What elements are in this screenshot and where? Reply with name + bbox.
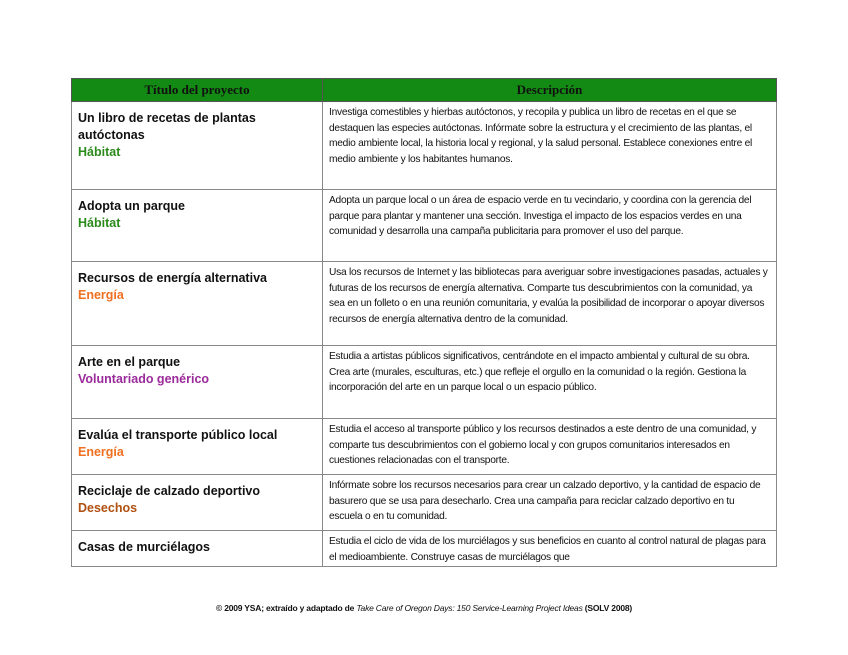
table-header-row	[72, 79, 777, 102]
project-category: Voluntariado genérico	[78, 372, 210, 386]
project-title: Recursos de energía alternativa	[78, 271, 267, 285]
project-title: Reciclaje de calzado deportivo	[78, 484, 261, 498]
project-title-cell	[72, 262, 323, 346]
table-row	[72, 531, 777, 567]
table-row	[72, 262, 777, 346]
project-title-cell	[72, 102, 323, 190]
project-description: Usa los recursos de Internet y las bibliotecas para averiguar sobre investigaciones pasadas, actuales y futuras de los recursos de energía alternativa. Comparte tus descubrimientos con la comunidad, ya sea en un folleto o en una reunión comunitaria, y evalúa la posibilidad de incorporar o apoyar diversos recursos de energía alternativa dentro de la comunidad.	[329, 267, 768, 325]
project-description-cell	[323, 475, 777, 531]
project-title: Evalúa el transporte público local	[78, 428, 278, 442]
footer-copyright: © 2009 YSA; extraído y adaptado de	[215, 603, 357, 613]
project-description: Estudia a artistas públicos significativos, centrándote en el impacto ambiental y cultural de su obra. Crea arte (murales, esculturas, etc.) que refleje el orgullo en la comunidad o la región. Gestiona la incorporación del arte en un parque local o un espacio público.	[329, 351, 750, 393]
projects-table	[71, 78, 777, 567]
project-title-cell	[72, 531, 323, 567]
project-description-cell	[323, 419, 777, 475]
project-category: Energía	[78, 445, 124, 459]
project-description-cell	[323, 346, 777, 419]
project-description-cell	[323, 102, 777, 190]
footer-citation	[0, 603, 848, 613]
project-description-cell	[323, 190, 777, 262]
project-description-cell	[323, 531, 777, 567]
project-description: Infórmate sobre los recursos necesarios para crear un calzado deportivo, y la cantidad de espacio de basurero que se usa para desecharlo. Crea una campaña para reciclar calzado deportivo en tu escuela o en tu comunidad.	[329, 480, 761, 522]
project-description: Investiga comestibles y hierbas autóctonos, y recopila y publica un libro de recetas en el que se destaquen las especies autóctonas. Infórmate sobre la estructura y el crecimiento de las plantas, el medio ambiente local, la historia local y regional, y la salud personal. Establece conexiones entre el medio ambiente y los habitantes humanos.	[329, 107, 753, 165]
table-row	[72, 190, 777, 262]
project-category: Hábitat	[78, 145, 121, 159]
table-row	[72, 475, 777, 531]
project-title: Arte en el parque	[78, 355, 181, 369]
project-title-cell	[72, 190, 323, 262]
project-title: Adopta un parque	[78, 199, 185, 213]
footer-source-suffix: (SOLV 2008)	[582, 603, 633, 613]
project-description: Estudia el ciclo de vida de los murciélagos y sus beneficios en cuanto al control natural de plagas para el medioambiente. Construye casas de murciélagos que	[329, 536, 766, 563]
table-row	[72, 102, 777, 190]
project-category: Hábitat	[78, 216, 121, 230]
project-description: Adopta un parque local o un área de espacio verde en tu vecindario, y coordina con la gerencia del parque para plantar y mantener una sección. Investiga el impacto de los espacios verdes en una comunidad y desarrolla una campaña publicitaria para promover el uso del parque.	[329, 195, 752, 237]
project-title: Casas de murciélagos	[78, 540, 211, 554]
project-title: Un libro de recetas de plantas autóctonas	[78, 111, 256, 142]
project-category: Desechos	[78, 501, 138, 515]
project-title-cell	[72, 475, 323, 531]
header-title: Título del proyecto	[72, 79, 323, 102]
project-category: Energía	[78, 288, 124, 302]
header-description: Descripción	[323, 79, 777, 102]
table-row	[72, 419, 777, 475]
footer-source-title: Take Care of Oregon Days: 150 Service-Learning Project Ideas	[356, 603, 583, 613]
project-description: Estudia el acceso al transporte público y los recursos destinados a este dentro de una comunidad, y comparte tus descubrimientos con el gobierno local y con grupos comunitarios interesados en cuestiones relacionadas con el transporte.	[329, 424, 757, 466]
project-description-cell	[323, 262, 777, 346]
table-row	[72, 346, 777, 419]
project-title-cell	[72, 419, 323, 475]
project-title-cell	[72, 346, 323, 419]
